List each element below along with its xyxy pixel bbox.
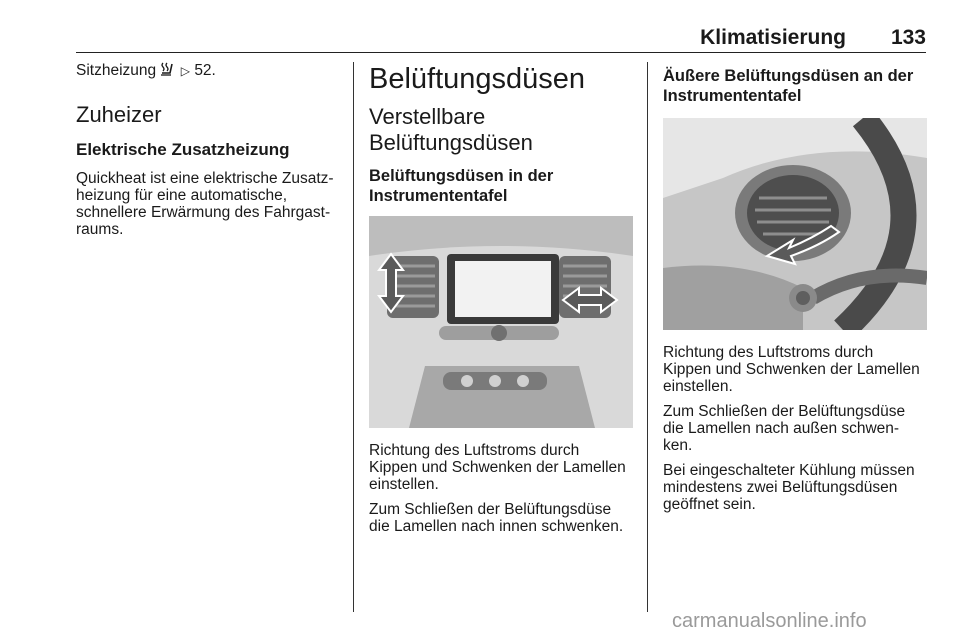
text-line: heizung für eine automatische,	[76, 187, 288, 204]
subsection-heading: Elektrische Zusatzheizung	[76, 140, 290, 159]
seat-heating-icon	[160, 62, 176, 76]
heading-line: Instrumententafel	[369, 187, 508, 205]
text-line: raums.	[76, 221, 124, 238]
text-line: Quickheat ist eine elektrische Zusatz-	[76, 170, 334, 187]
heading-line: Instrumententafel	[663, 87, 802, 105]
page-ref-arrow-icon: ▷	[180, 64, 190, 78]
body-paragraph	[76, 170, 340, 238]
text-line: Zum Schließen der Belüftungsdüse	[369, 501, 612, 518]
body-paragraph	[369, 501, 633, 535]
text-line: einstellen.	[369, 476, 439, 493]
page-heading: Belüftungsdüsen	[369, 63, 586, 95]
heading-line: Belüftungsdüsen	[369, 130, 533, 155]
text-line: einstellen.	[663, 378, 733, 395]
column-divider	[353, 62, 354, 612]
center-vents-photo	[369, 216, 633, 428]
text-line: Zum Schließen der Belüftungsdüse	[663, 403, 906, 420]
text-line: Kippen und Schwenken der Lamellen	[663, 361, 920, 378]
subsection-heading	[663, 66, 927, 106]
text-line: schnellere Erwärmung des Fahrgast-	[76, 204, 331, 221]
page-number: 133	[890, 26, 926, 49]
text-line: Richtung des Luftstroms durch	[369, 442, 580, 459]
heading-line: Verstellbare	[369, 104, 486, 129]
subsection-heading	[369, 166, 633, 206]
text-line: Kippen und Schwenken der Lamellen	[369, 459, 626, 476]
header-rule	[76, 52, 926, 53]
text-line: ken.	[663, 437, 693, 454]
column-right	[663, 62, 927, 521]
heading-line: Belüftungsdüsen in der	[369, 167, 554, 185]
body-paragraph	[369, 442, 633, 493]
column-middle	[369, 62, 633, 543]
body-paragraph	[663, 403, 927, 454]
text-line: geöffnet sein.	[663, 496, 756, 513]
text-line: die Lamellen nach außen schwen-	[663, 420, 900, 437]
column-left	[76, 62, 340, 246]
section-heading: Zuheizer	[76, 102, 162, 127]
side-vent-photo	[663, 118, 927, 330]
heading-line: Äußere Belüftungsdüsen an der	[663, 67, 914, 85]
ref-text: Sitzheizung	[76, 62, 157, 79]
text-line: mindestens zwei Belüftungsdüsen	[663, 479, 898, 496]
cross-reference	[76, 62, 340, 80]
page-header	[76, 24, 926, 54]
chapter-title: Klimatisierung	[700, 26, 846, 49]
body-paragraph	[663, 462, 927, 513]
section-heading	[369, 104, 633, 156]
text-line: Bei eingeschalteter Kühlung müssen	[663, 462, 915, 479]
column-divider	[647, 62, 648, 612]
text-line: Richtung des Luftstroms durch	[663, 344, 874, 361]
text-line: die Lamellen nach innen schwenken.	[369, 518, 624, 535]
body-paragraph	[663, 344, 927, 395]
ref-page: 52.	[194, 62, 216, 79]
watermark: carmanualsonline.info	[672, 610, 867, 632]
